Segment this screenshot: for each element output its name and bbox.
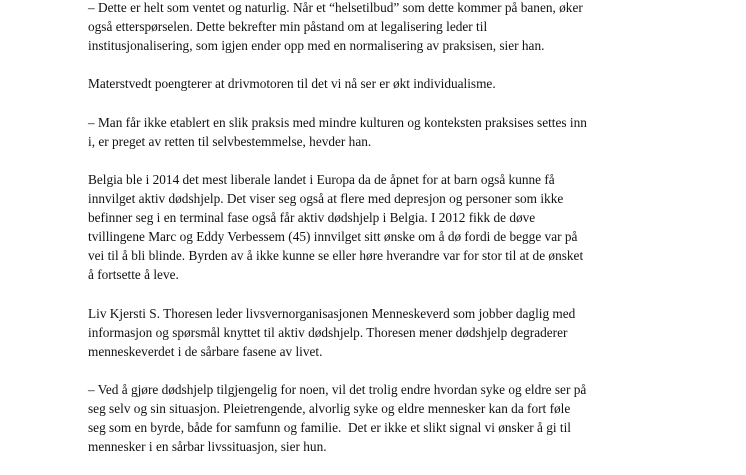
text-line: institusjonalisering, som igjen ender opp med en normalisering av praksisen, sier han. — [88, 38, 545, 54]
paragraph-thoresen — [88, 304, 728, 361]
text-line: også etterspørselen. Dette bekrefter min påstand om at legalisering leder til — [88, 19, 488, 35]
paragraph-quote-praksis — [88, 113, 728, 151]
text-line: tvillingene Marc og Eddy Verbessem (45) innvilget sitt ønske om å dø fordi de begge var på — [88, 229, 578, 245]
text-line: Belgia ble i 2014 det mest liberale landet i Europa da de åpnet for at barn også kunne få — [88, 171, 555, 187]
paragraph-belgia — [88, 170, 728, 285]
text-line: seg som en byrde, både for samfunn og familie. Det er ikke et slikt signal vi ønsker å gi til — [88, 420, 572, 436]
paragraph-quote-legalisering — [88, 0, 728, 55]
text-line: Liv Kjersti S. Thoresen leder livsvernorganisasjonen Menneskeverd som jobber daglig med — [88, 305, 576, 321]
text-line: – Dette er helt som ventet og naturlig. Når et “helsetilbud” som dette kommer på banen, øker — [88, 0, 583, 15]
text-line: innvilget aktiv dødshjelp. Det viser seg også at flere med depresjon og personer som ikke — [88, 190, 564, 206]
document-page — [88, 0, 728, 475]
text-line: menneskeverdet i de sårbare fasene av livet. — [88, 343, 323, 359]
paragraph-materstvedt — [88, 74, 728, 93]
text-line: informasjon og spørsmål knyttet til aktiv dødshjelp. Thoresen mener dødshjelp degraderer — [88, 324, 568, 340]
text-line: vei til å bli blinde. Byrden av å ikke kunne se eller høre hverandre var for stor til at de ønsket — [88, 248, 584, 264]
text-line: Materstvedt poengterer at drivmotoren til det vi nå ser er økt individualisme. — [88, 76, 496, 92]
paragraph-quote-sarbar — [88, 380, 728, 456]
text-line: i, er preget av retten til selvbestemmelse, hevder han. — [88, 133, 372, 149]
text-line: å fortsette å leve. — [88, 267, 179, 283]
text-line: mennesker i en sårbar livssituasjon, sier hun. — [88, 439, 327, 455]
text-line: – Ved å gjøre dødshjelp tilgjengelig for noen, vil det trolig endre hvordan syke og eldre ser på — [88, 381, 587, 397]
text-line: seg selv og sin situasjon. Pleietrengende, alvorlig syke og eldre mennesker kan da fort føle — [88, 400, 571, 416]
text-line: befinner seg i en terminal fase også får aktiv dødshjelp i Belgia. I 2012 fikk de døve — [88, 210, 536, 226]
text-line: – Man får ikke etablert en slik praksis med mindre kulturen og konteksten praksises settes inn — [88, 114, 587, 130]
